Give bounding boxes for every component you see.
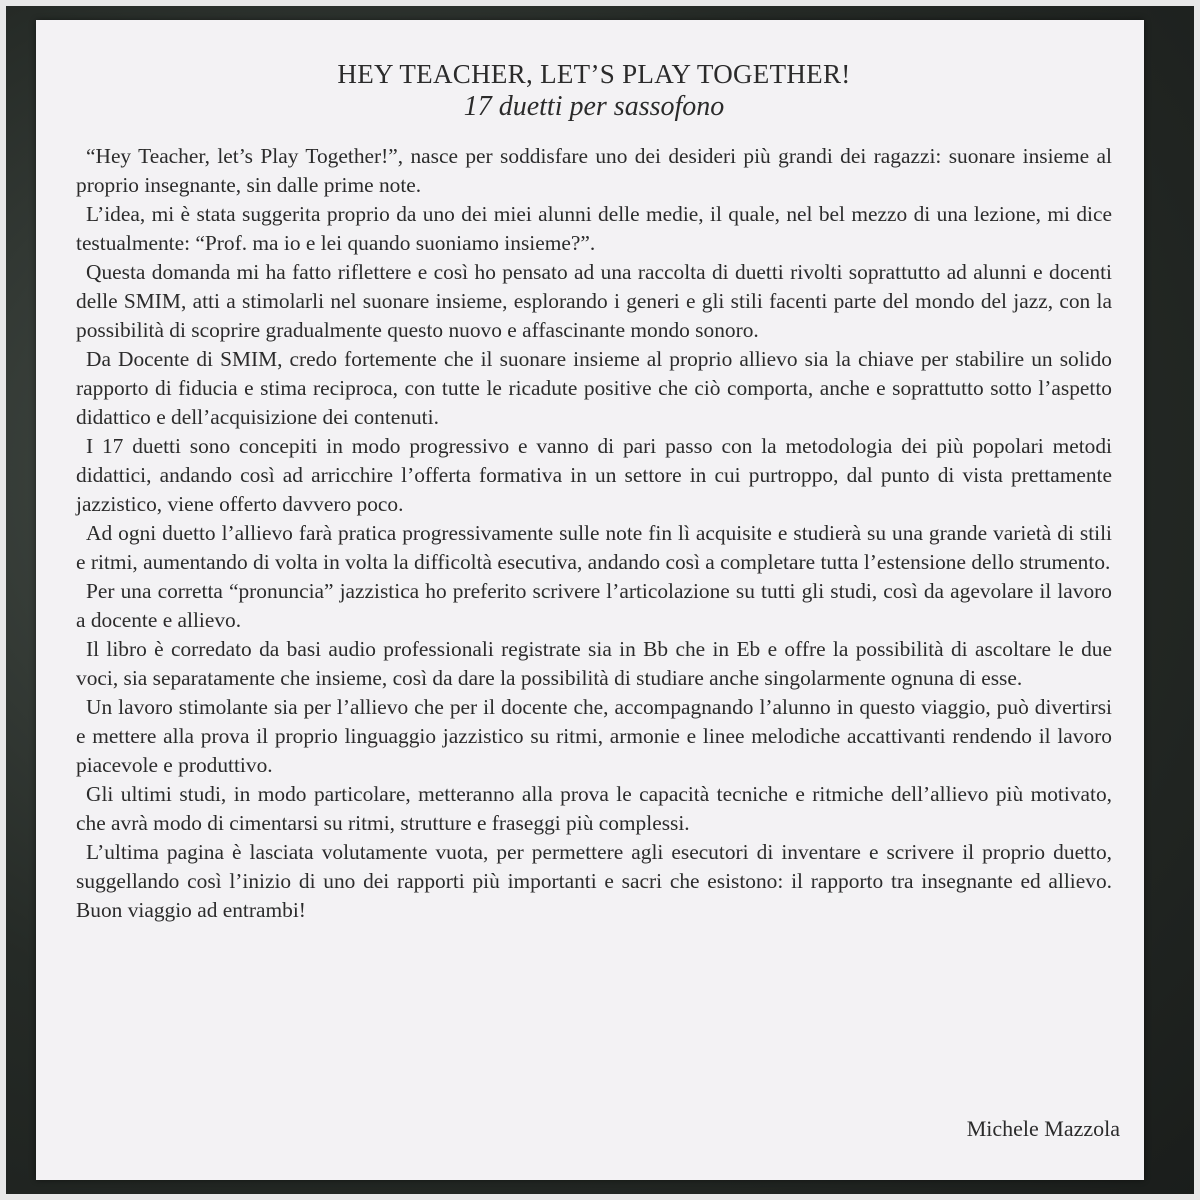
document-title: HEY TEACHER, LET’S PLAY TOGETHER! xyxy=(337,59,851,89)
paragraph: “Hey Teacher, let’s Play Together!”, nasce per soddisfare uno dei desideri più grandi dei ragazzi: suonare insieme al proprio insegnante, sin dalle prime note. xyxy=(76,144,1112,197)
paragraph: Ad ogni duetto l’allievo farà pratica progressivamente sulle note fin lì acquisite e studierà su una grande varietà di stili e ritmi, aumentando di volta in volta la difficoltà esecutiva, andando così a completare tutta l’estensione dello strumento. xyxy=(76,521,1112,574)
paragraph: Un lavoro stimolante sia per l’allievo che per il docente che, accompagnando l’alunno in questo viaggio, può divertirsi e mettere alla prova il proprio linguaggio jazzistico su ritmi, armonie e linee melodiche accattivanti rendendo il lavoro piacevole e produttivo. xyxy=(76,695,1112,777)
paragraph: Gli ultimi studi, in modo particolare, metteranno alla prova le capacità tecniche e ritmiche dell’allievo più motivato, che avrà modo di cimentarsi su ritmi, strutture e fraseggi più complessi. xyxy=(76,782,1112,835)
paragraph: L’idea, mi è stata suggerita proprio da uno dei miei alunni delle medie, il quale, nel bel mezzo di una lezione, mi dice testualmente: “Prof. ma io e lei quando suoniamo insieme?”. xyxy=(76,202,1112,255)
paragraph: L’ultima pagina è lasciata volutamente vuota, per permettere agli esecutori di inventare e scrivere il proprio duetto, suggellando così l’inizio di uno dei rapporti più importanti e sacri che esistono: il rapporto tra insegnante ed allievo. Buon viaggio ad entrambi! xyxy=(76,840,1112,922)
paragraph: Da Docente di SMIM, credo fortemente che il suonare insieme al proprio allievo sia la chiave per stabilire un solido rapporto di fiducia e stima reciproca, con tutte le ricadute positive che ciò comporta, anche e soprattutto sotto l’aspetto didattico e dell’acquisizione dei contenuti. xyxy=(76,347,1112,429)
paragraph: Questa domanda mi ha fatto riflettere e così ho pensato ad una raccolta di duetti rivolti soprattutto ad alunni e docenti delle SMIM, atti a stimolarli nel suonare insieme, esplorando i generi e gli stili facenti parte del mondo del jazz, con la possibilità di scoprire gradualmente questo nuovo e affascinante mondo sonoro. xyxy=(76,260,1112,342)
author-signature: Michele Mazzola xyxy=(966,1116,1120,1141)
body-text xyxy=(76,142,1112,925)
document-subtitle: 17 duetti per sassofono xyxy=(463,91,725,122)
paragraph: Il libro è corredato da basi audio professionali registrate sia in Bb che in Eb e offre la possibilità di ascoltare le due voci, sia separatamente che insieme, così da dare la possibilità di studiare anche singolarmente ognuna di esse. xyxy=(76,637,1112,690)
document-page xyxy=(36,20,1144,1180)
paragraph: Per una corretta “pronuncia” jazzistica ho preferito scrivere l’articolazione su tutti gli studi, così da agevolare il lavoro a docente e allievo. xyxy=(76,579,1112,632)
paragraph: I 17 duetti sono concepiti in modo progressivo e vanno di pari passo con la metodologia dei più popolari metodi didattici, andando così ad arricchire l’offerta formativa in un settore in cui purtroppo, dal punto di vista prettamente jazzistico, viene offerto davvero poco. xyxy=(76,434,1112,516)
